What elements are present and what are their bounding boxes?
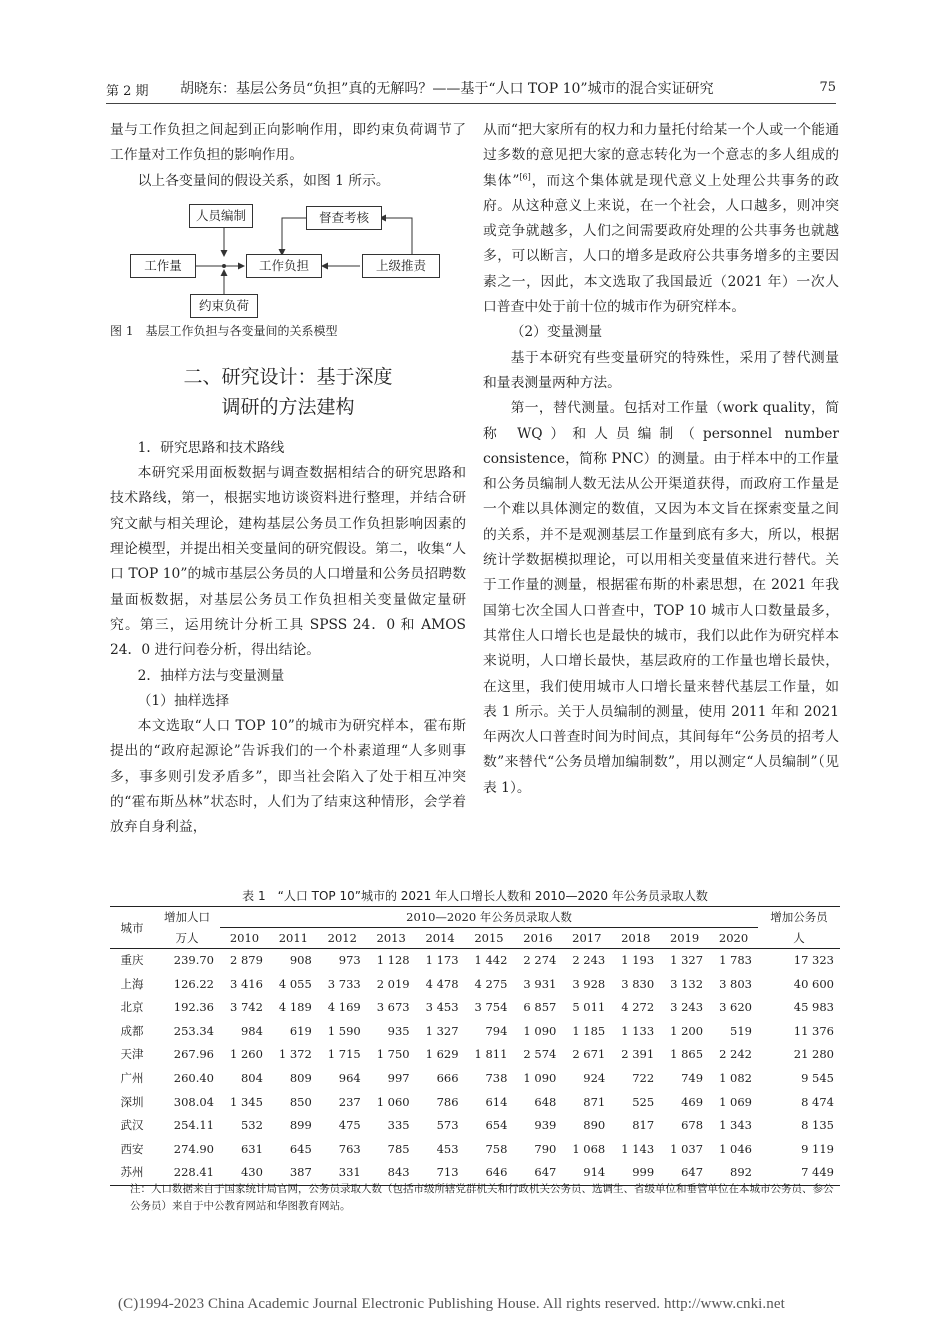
subheading: （1）抽样选择 [137, 692, 230, 709]
node-workload: 工作量 [130, 254, 196, 278]
cell-count: 646 [485, 1165, 508, 1180]
section-title-line2: 调研的方法建构 [221, 395, 355, 418]
cell-count: 647 [681, 1165, 704, 1180]
cell-count: 908 [289, 953, 312, 967]
cell-count: 648 [534, 1094, 557, 1109]
th-year: 2017 [562, 928, 611, 949]
th-pop: 增加人口 [164, 910, 210, 925]
th-year: 2016 [513, 928, 562, 949]
cell-count: 1 173 [425, 953, 459, 967]
subheading: 2．抽样方法与变量测量 [137, 667, 285, 684]
table-row [110, 1091, 840, 1115]
text-span: 从而“把大家所有的权力和力量托付给某一个人或一个能通过多数的意见把大家的意志转化为一个意志的多人组成的集体” [483, 122, 839, 189]
cell-count: 785 [387, 1141, 410, 1156]
cell-count: 1 193 [621, 953, 655, 967]
node-superior: 上级推责 [362, 254, 440, 278]
table-row [110, 949, 840, 973]
cell-count: 1 783 [719, 953, 752, 967]
cell-add: 9 119 [801, 1141, 834, 1156]
table-body [110, 949, 840, 1186]
cell-count: 573 [436, 1118, 459, 1133]
cell-add: 45 983 [793, 1000, 834, 1015]
cell-count: 2 671 [572, 1047, 606, 1062]
node-supervision: 督查考核 [306, 206, 382, 230]
cell-count: 1 133 [621, 1023, 655, 1038]
node-constraint: 约束负荷 [190, 294, 258, 318]
cell-count: 786 [436, 1094, 459, 1109]
table-row [110, 1043, 840, 1067]
cell-count: 1 069 [719, 1094, 752, 1109]
cell-count: 1 372 [278, 1047, 312, 1062]
th-year: 2011 [269, 928, 318, 949]
cell-count: 843 [387, 1165, 410, 1180]
table-row [110, 1067, 840, 1091]
cell-count: 519 [730, 1023, 752, 1038]
cell-count: 3 243 [670, 1000, 704, 1015]
cell-pop: 253.34 [173, 1023, 214, 1038]
cell-count: 4 189 [278, 1000, 312, 1015]
cell-pop: 228.41 [173, 1165, 214, 1180]
header-rule [106, 103, 836, 104]
cell-count: 999 [632, 1165, 655, 1180]
table-row [110, 1020, 840, 1044]
table-row [110, 1114, 840, 1138]
cell-city: 深圳 [120, 1094, 144, 1109]
cell-count: 871 [583, 1094, 606, 1109]
cell-count: 1 811 [474, 1047, 508, 1062]
cell-count: 939 [534, 1118, 557, 1133]
cell-count: 453 [436, 1141, 459, 1156]
running-title: 胡晓东：基层公务员“负担”真的无解吗？——基于“人口 TOP 10”城市的混合实证研究 [180, 81, 714, 97]
paragraph: 第一，替代测量。包括对工作量（work quality，简称 WQ）和人员编制（personnel number consistence，简称 PNC）的测量。由于样本中的工作量和公务员编制人数无法从公开渠道获得，而政府工作量是一个难以具体测定的数值，又因为本文旨在探索变量之间的关系，并不是观测基层工作量到底有多大，所以，根据统计学数据模拟理论，可以用相关变量值来进行替代。关于工作量的测量，根据霍布斯的朴素思想，在 2021 年我国第七次全国人口普查中，TOP 10 城市人口数量最多，其常住人口增长也是最快的城市，我们以此作为研究样本来说明，人口增长最快，基层政府的工作量也增长最快，在这里，我们使用城市人口增长量来替代基层工作量，如表 1 所示。关于人员编制的测量，使用 2011 年和 2021 年两次人口普查时间为时间点，其间每年“公务员的招考人数”来替代“公务员增加编制数”，用以测定“人员编制”（见表 1）。 [483, 400, 839, 796]
cell-city: 西安 [120, 1141, 144, 1156]
cell-count: 1 068 [572, 1141, 606, 1156]
cell-add: 21 280 [793, 1047, 834, 1062]
table-row [110, 1138, 840, 1162]
cell-city: 天津 [120, 1047, 144, 1062]
subheading: （2）变量测量 [510, 324, 603, 341]
text-span: ，而这个集体就是现代意义上处理公共事务的政府。从这种意义上来说，在一个社会，人口越多，则冲突或竞争就越多，人们之间需要政府处理的公共事务也就越多，可以断言，人口的增多是政府公共事务增多的主要因素之一，因此，本文选取了我国最近（2021 年）一次人口普查中处于前十位的城市作为研究样本。 [483, 172, 840, 316]
table-caption: 表 1 “人口 TOP 10”城市的 2021 年人口增长人数和 2010—2020 年公务员录取人数 [242, 889, 708, 903]
cell-count: 758 [485, 1141, 508, 1156]
copyright-footer: (C)1994-2023 China Academic Journal Electronic Publishing House. All rights reserved. http://www.cnki.net [118, 1296, 785, 1312]
cell-count: 3 928 [572, 976, 606, 991]
section-title-line1: 二、研究设计：基于深度 [183, 365, 393, 388]
th-year: 2013 [367, 928, 416, 949]
cell-city: 重庆 [120, 953, 144, 967]
cell-count: 4 055 [278, 976, 312, 991]
cell-pop: 126.22 [173, 976, 214, 991]
cell-city: 成都 [120, 1023, 144, 1038]
cell-count: 3 931 [523, 976, 557, 991]
data-table [110, 906, 840, 1186]
th-year: 2015 [465, 928, 514, 949]
paragraph [483, 118, 839, 320]
th-year: 2020 [709, 928, 758, 949]
cell-count: 666 [436, 1070, 459, 1085]
cell-count: 678 [681, 1118, 704, 1133]
cell-add: 40 600 [793, 976, 834, 991]
cell-count: 619 [289, 1023, 312, 1038]
cell-pop: 239.70 [173, 953, 214, 967]
cell-count: 430 [240, 1165, 263, 1180]
cell-count: 525 [632, 1094, 655, 1109]
cell-city: 苏州 [120, 1165, 144, 1180]
cell-count: 914 [583, 1165, 606, 1180]
figure-1-diagram [110, 200, 466, 318]
cell-count: 4 169 [327, 1000, 361, 1015]
cell-pop: 274.90 [173, 1141, 214, 1156]
cell-count: 1 345 [229, 1094, 263, 1109]
cell-count: 749 [681, 1070, 704, 1085]
paragraph: 基于本研究有些变量研究的特殊性，采用了替代测量和量表测量两种方法。 [483, 349, 839, 391]
table-row [110, 996, 840, 1020]
cell-count: 469 [681, 1094, 704, 1109]
cell-count: 6 857 [523, 1000, 557, 1015]
cell-count: 1 865 [670, 1047, 704, 1062]
th-pop-unit: 万人 [154, 928, 220, 949]
arrow-superior-supervision [380, 218, 412, 256]
cell-count: 1 260 [229, 1047, 263, 1062]
cell-count: 3 803 [719, 976, 752, 991]
cell-count: 1 327 [670, 953, 704, 967]
cell-count: 804 [240, 1070, 263, 1085]
cell-pop: 260.40 [173, 1070, 214, 1085]
cell-count: 2 019 [376, 976, 410, 991]
node-burden: 工作负担 [246, 254, 322, 278]
cell-count: 1 037 [670, 1141, 704, 1156]
cell-add: 17 323 [793, 953, 834, 967]
cell-count: 3 733 [327, 976, 361, 991]
cell-count: 614 [485, 1094, 508, 1109]
cell-city: 上海 [120, 976, 144, 991]
cell-count: 2 243 [572, 953, 606, 967]
cell-count: 2 391 [621, 1047, 655, 1062]
cell-count: 899 [289, 1118, 312, 1133]
cell-count: 984 [240, 1023, 263, 1038]
cell-count: 387 [289, 1165, 312, 1180]
issue-number: 第 2 期 [106, 84, 149, 99]
cell-count: 738 [485, 1070, 508, 1085]
cell-count: 654 [485, 1118, 508, 1133]
cell-count: 964 [338, 1070, 361, 1085]
cell-add: 9 545 [801, 1070, 834, 1085]
th-add-unit: 人 [758, 928, 840, 949]
cell-pop: 308.04 [173, 1094, 214, 1109]
cell-count: 631 [240, 1141, 263, 1156]
paragraph: 以上各变量间的假设关系，如图 1 所示。 [137, 172, 390, 189]
cell-count: 3 830 [621, 976, 655, 991]
cell-count: 3 742 [229, 1000, 263, 1015]
cell-count: 3 132 [670, 976, 704, 991]
cell-pop: 254.11 [173, 1118, 214, 1133]
cell-count: 335 [387, 1118, 410, 1133]
cell-count: 4 275 [474, 976, 508, 991]
th-year: 2019 [660, 928, 709, 949]
cell-count: 4 478 [425, 976, 459, 991]
cell-count: 1 060 [376, 1094, 410, 1109]
cell-count: 713 [436, 1165, 459, 1180]
paragraph: 本研究采用面板数据与调查数据相结合的研究思路和技术路线，第一，根据实地访谈资料进行整理，并结合研究文献与相关理论，建构基层公务员工作负担影响因素的理论模型，并提出相关变量间的研究假设。第二，收集“人口 TOP 10”的城市基层公务员的人口增量和公务员招聘数量面板数据，对基层公务员工作负担相关变量做定量研究。第三，运用统计分析工具 SPSS 24．0 和 AMOS 24．0 进行问卷分析，得出结论。 [110, 465, 466, 659]
th-year: 2018 [611, 928, 660, 949]
node-staff: 人员编制 [189, 204, 253, 228]
cell-count: 237 [338, 1094, 361, 1109]
th-span: 2010—2020 年公务员录取人数 [220, 907, 758, 928]
cell-count: 1 046 [719, 1141, 752, 1156]
paragraph: 量与工作负担之间起到正向影响作用，即约束负荷调节了工作量对工作负担的影响作用。 [110, 122, 466, 164]
cell-pop: 267.96 [173, 1047, 214, 1062]
cell-count: 890 [583, 1118, 606, 1133]
page-header [106, 78, 836, 102]
cell-count: 2 242 [719, 1047, 752, 1062]
citation-ref[interactable]: [6] [519, 172, 531, 181]
th-year: 2010 [220, 928, 269, 949]
left-column [110, 118, 466, 841]
cell-count: 645 [289, 1141, 312, 1156]
cell-count: 1 629 [425, 1047, 459, 1062]
cell-count: 1 185 [572, 1023, 606, 1038]
cell-count: 722 [632, 1070, 655, 1085]
cell-count: 997 [387, 1070, 410, 1085]
cell-count: 2 274 [523, 953, 557, 967]
figure-caption: 图 1 基层工作负担与各变量间的关系模型 [110, 323, 338, 338]
cell-count: 809 [289, 1070, 312, 1085]
cell-count: 850 [289, 1094, 312, 1109]
cell-add: 8 474 [801, 1094, 834, 1109]
cell-count: 2 879 [229, 953, 263, 967]
cell-count: 794 [485, 1023, 508, 1038]
th-city: 城市 [110, 907, 154, 949]
cell-count: 3 620 [719, 1000, 752, 1015]
cell-count: 3 453 [425, 1000, 459, 1015]
table-row [110, 973, 840, 997]
right-column [483, 118, 839, 801]
cell-count: 1 590 [327, 1023, 361, 1038]
cell-count: 4 272 [621, 1000, 655, 1015]
th-add: 增加公务员 [770, 910, 828, 925]
cell-count: 1 128 [376, 953, 410, 967]
table-note: 注：人口数据来自于国家统计局官网，公务员录取人数（包括市级所辖党群机关和行政机关公务员、选调生、省级单位和垂管单位在本城市公务员、参公公务员）来自于中公教育网站和华图教育网站。 [130, 1183, 834, 1212]
arrow-supervision [282, 218, 306, 255]
cell-count: 1 200 [670, 1023, 704, 1038]
cell-city: 广州 [120, 1070, 144, 1085]
cell-city: 武汉 [120, 1118, 144, 1133]
cell-count: 1 090 [523, 1023, 557, 1038]
moderation-point [222, 264, 226, 268]
cell-count: 1 082 [719, 1070, 752, 1085]
th-year: 2012 [318, 928, 367, 949]
cell-add: 7 449 [801, 1165, 834, 1180]
cell-count: 763 [338, 1141, 361, 1156]
cell-count: 2 574 [523, 1047, 557, 1062]
cell-count: 475 [338, 1118, 361, 1133]
section-title [110, 362, 466, 422]
table-1 [110, 886, 840, 1186]
paragraph: 本文选取“人口 TOP 10”的城市为研究样本，霍布斯提出的“政府起源论”告诉我们的一个朴素道理“人多则事多，事多则引发矛盾多”，即当社会陷入了处于相互冲突的“霍布斯丛林”状态时，人们为了结束这种情形，会学着放弃自身利益， [110, 718, 466, 836]
cell-count: 892 [730, 1165, 752, 1180]
cell-count: 1 343 [719, 1118, 752, 1133]
cell-add: 11 376 [793, 1023, 834, 1038]
cell-add: 8 135 [801, 1118, 834, 1133]
cell-count: 1 327 [425, 1023, 459, 1038]
cell-city: 北京 [120, 1000, 144, 1015]
cell-pop: 192.36 [173, 1000, 214, 1015]
page-number: 75 [819, 80, 836, 95]
cell-count: 790 [534, 1141, 557, 1156]
th-year: 2014 [416, 928, 465, 949]
cell-count: 3 416 [229, 976, 263, 991]
cell-count: 1 442 [474, 953, 508, 967]
cell-count: 532 [240, 1118, 263, 1133]
cell-count: 1 715 [327, 1047, 361, 1062]
cell-count: 1 750 [376, 1047, 410, 1062]
cell-count: 817 [632, 1118, 655, 1133]
cell-count: 331 [338, 1165, 361, 1180]
subheading: 1．研究思路和技术路线 [137, 439, 285, 456]
cell-count: 647 [534, 1165, 557, 1180]
cell-count: 3 673 [376, 1000, 410, 1015]
cell-count: 5 011 [572, 1000, 606, 1015]
cell-count: 1 143 [621, 1141, 655, 1156]
cell-count: 935 [387, 1023, 410, 1038]
cell-count: 3 754 [474, 1000, 508, 1015]
cell-count: 973 [338, 953, 361, 967]
cell-count: 1 090 [523, 1070, 557, 1085]
cell-count: 924 [583, 1070, 606, 1085]
